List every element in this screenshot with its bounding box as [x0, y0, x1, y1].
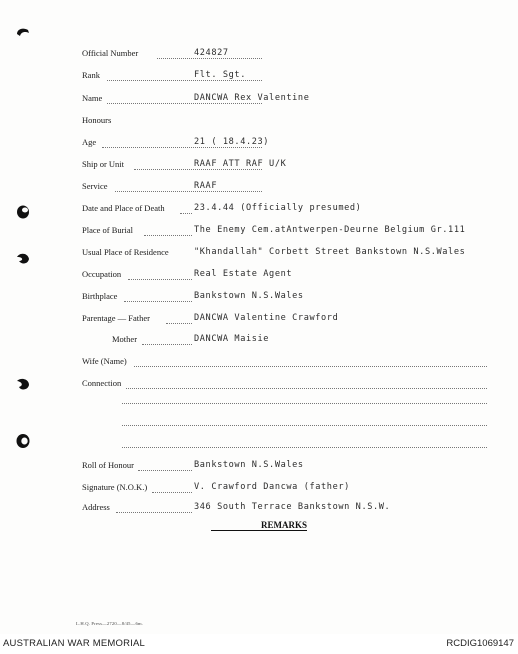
label: Parentage — Father: [82, 313, 150, 323]
archive-footer: [0, 634, 518, 654]
value: Flt. Sgt.: [194, 70, 246, 80]
label: Age: [82, 137, 97, 147]
value: Bankstown N.S.Wales: [194, 291, 304, 301]
field-mother: [82, 334, 518, 348]
label: Official Number: [82, 48, 139, 58]
field-date-place-of-death: [82, 203, 518, 217]
value: The Enemy Cem.atAntwerpen-Deurne Belgium Gr.111: [194, 225, 466, 235]
field-address: [82, 502, 518, 516]
field-official-number: [82, 48, 518, 62]
remarks-heading: [0, 520, 518, 530]
dotted-leader: [116, 512, 192, 513]
value: Real Estate Agent: [194, 269, 293, 279]
dotted-leader: [166, 323, 192, 324]
punch-hole-icon: [14, 204, 32, 220]
value: RAAF ATT RAF U/K: [194, 159, 287, 169]
value: RAAF: [194, 181, 218, 191]
remarks-heading-text: REMARKS: [211, 520, 307, 531]
dotted-leader: [152, 492, 192, 493]
value: Bankstown N.S.Wales: [194, 460, 304, 470]
dotted-leader: [102, 147, 262, 148]
label: Date and Place of Death: [82, 203, 165, 213]
dotted-leader: [126, 388, 487, 389]
dotted-leader: [124, 301, 192, 302]
dotted-leader: [134, 169, 262, 170]
value: DANCWA Rex Valentine: [194, 93, 310, 103]
label: Wife (Name): [82, 356, 127, 366]
field-birthplace: [82, 291, 518, 305]
field-roll-of-honour: [82, 460, 518, 474]
label: Ship or Unit: [82, 159, 125, 169]
label: Service: [82, 181, 108, 191]
field-connection: [82, 378, 518, 392]
dotted-leader: [180, 213, 192, 214]
label: Connection: [82, 378, 122, 388]
punch-hole-icon: [14, 251, 32, 267]
dotted-leader: [107, 80, 262, 81]
field-age: [82, 137, 518, 151]
field-wife: [82, 356, 518, 370]
dotted-leader: [107, 103, 262, 104]
field-place-of-burial: [82, 225, 518, 239]
label: Place of Burial: [82, 225, 133, 235]
dotted-leader: [128, 279, 192, 280]
footer-institution: AUSTRALIAN WAR MEMORIAL: [3, 638, 146, 649]
dotted-leader: [144, 235, 192, 236]
label: Mother: [112, 334, 138, 344]
printer-note: L.H.Q. Press—2720—8/45—6m.: [76, 621, 144, 626]
dotted-leader: [157, 58, 262, 59]
field-parentage-father: [82, 313, 518, 327]
value: 23.4.44 (Officially presumed): [194, 203, 362, 213]
label: Honours: [82, 115, 112, 125]
field-service: [82, 181, 518, 195]
dotted-leader: [115, 191, 262, 192]
label: Occupation: [82, 269, 122, 279]
label: Signature (N.O.K.): [82, 482, 148, 492]
value: V. Crawford Dancwa (father): [194, 482, 350, 492]
field-signature-nok: [82, 482, 518, 496]
value: 346 South Terrace Bankstown N.S.W.: [194, 502, 391, 512]
punch-hole-icon: [14, 376, 32, 392]
label: Rank: [82, 70, 100, 80]
footer-record-id: RCDIG1069147: [446, 638, 514, 649]
connection-dotted-line: [122, 447, 487, 448]
connection-dotted-line: [122, 403, 487, 404]
value: DANCWA Maisie: [194, 334, 270, 344]
punch-hole-icon: [14, 433, 32, 449]
value: "Khandallah" Corbett Street Bankstown N.S.Wales: [194, 247, 466, 257]
value: 21 ( 18.4.23): [194, 137, 270, 147]
field-name: [82, 93, 518, 107]
value: 424827: [194, 48, 229, 58]
field-rank: [82, 70, 518, 84]
label: Birthplace: [82, 291, 118, 301]
connection-dotted-line: [122, 425, 487, 426]
field-honours: [82, 115, 518, 129]
label: Usual Place of Residence: [82, 247, 169, 257]
label: Roll of Honour: [82, 460, 134, 470]
value: DANCWA Valentine Crawford: [194, 313, 339, 323]
field-occupation: [82, 269, 518, 283]
punch-hole-icon: [14, 26, 32, 42]
dotted-leader: [138, 470, 192, 471]
label: Name: [82, 93, 103, 103]
label: Address: [82, 502, 110, 512]
dotted-leader: [134, 366, 487, 367]
dotted-leader: [142, 344, 192, 345]
field-usual-residence: [82, 247, 518, 261]
field-ship-or-unit: [82, 159, 518, 173]
